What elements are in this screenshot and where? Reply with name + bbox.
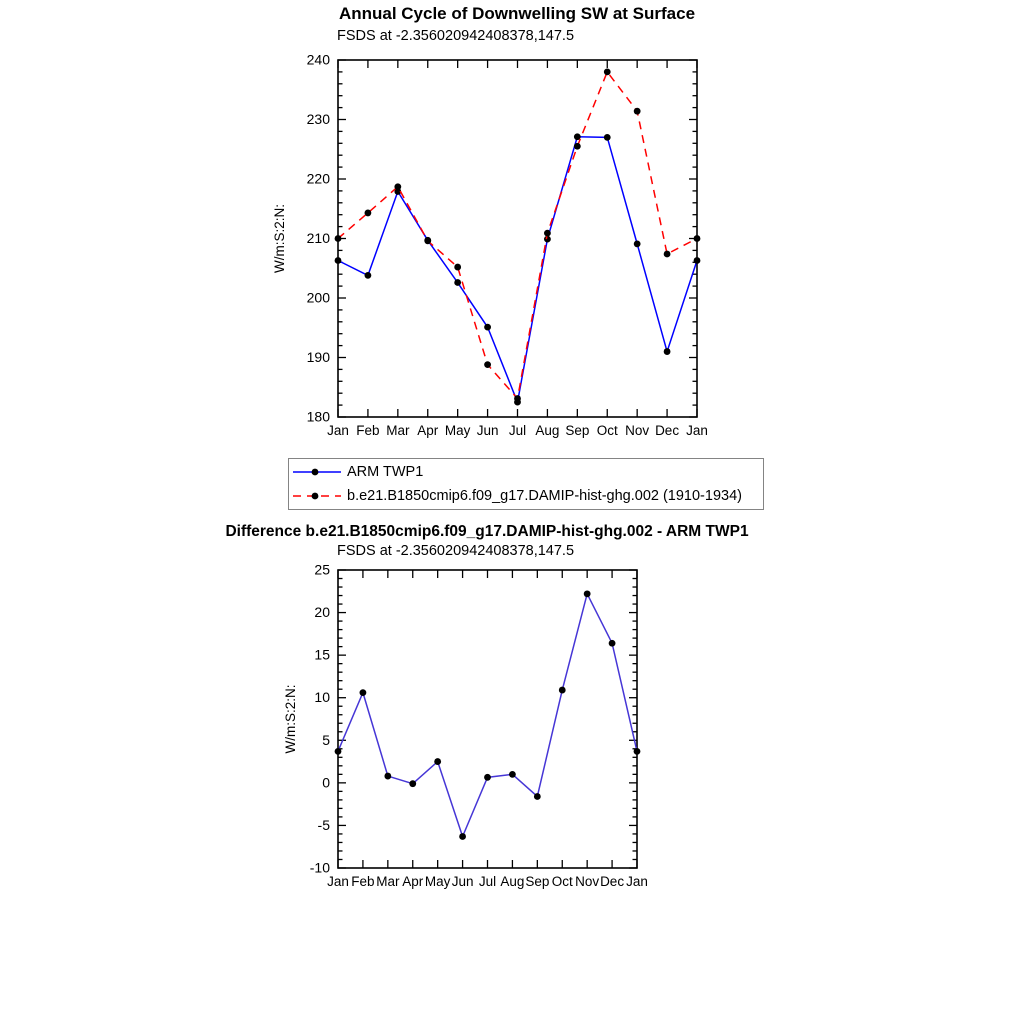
y-tick-label: 10: [314, 689, 330, 706]
legend-item-obs: [291, 460, 763, 484]
series-arm-twp1-line: [338, 137, 697, 402]
series-b-e21-b1850cmip6-f09-g17-damip-hist-ghg--markers: [335, 69, 701, 402]
y-tick-label: 180: [306, 408, 330, 425]
x-tick-label: Aug: [500, 874, 525, 889]
y-tick-label: 240: [306, 51, 330, 68]
y-tick-label: 210: [306, 230, 330, 246]
difference-chart-title: Difference b.e21.B1850cmip6.f09_g17.DAMIP-hist-ghg.002 - ARM TWP1: [225, 523, 749, 540]
series-difference-model-obs-line: [338, 594, 637, 837]
x-tick-label: Apr: [402, 874, 424, 889]
x-tick-label: Jul: [478, 874, 497, 889]
series-b-e21-b1850cmip6-f09-g17-damip-hist-ghg--line: [338, 72, 697, 399]
y-tick-label: 190: [306, 349, 330, 365]
annual-cycle-plot: [270, 40, 730, 460]
x-tick-label: Nov: [575, 874, 600, 889]
x-tick-label: Jul: [508, 423, 527, 438]
x-tick-label: Jan: [626, 874, 648, 889]
legend: [288, 458, 764, 510]
x-tick-label: Feb: [351, 874, 375, 889]
legend-label-model: b.e21.B1850cmip6.f09_g17.DAMIP-hist-ghg.002 (1910-1934): [347, 488, 742, 504]
axes: [338, 60, 697, 417]
y-tick-label: 230: [306, 111, 330, 127]
legend-item-model: [291, 484, 763, 508]
x-tick-label: Mar: [376, 874, 400, 889]
x-tick-label: Jun: [476, 423, 499, 438]
model-line-sample-icon: [291, 490, 347, 502]
y-tick-label: 220: [306, 170, 330, 187]
x-tick-label: Dec: [655, 423, 680, 438]
axes: [338, 570, 637, 868]
x-tick-label: Nov: [625, 423, 650, 438]
x-tick-label: Jan: [327, 423, 349, 438]
difference-plot: [270, 555, 670, 900]
x-tick-label: Jun: [451, 874, 474, 889]
y-axis-label: W/m:S:2:N:: [283, 684, 298, 754]
x-tick-label: Aug: [535, 423, 560, 438]
plot-box: [338, 570, 637, 868]
y-tick-label: -10: [309, 859, 330, 876]
y-tick-label: -5: [317, 816, 330, 833]
series-arm-twp1-markers: [335, 133, 701, 405]
x-tick-label: Mar: [386, 423, 410, 438]
y-tick-label: 200: [306, 289, 330, 306]
x-tick-label: Jan: [327, 874, 349, 889]
plot-box: [338, 60, 697, 417]
x-tick-label: Oct: [596, 423, 618, 438]
annual-cycle-chart-title: Annual Cycle of Downwelling SW at Surface: [338, 4, 696, 23]
y-axis-label: W/m:S:2:N:: [272, 203, 287, 274]
legend-label-obs: ARM TWP1: [347, 464, 424, 480]
x-tick-label: May: [444, 423, 471, 438]
x-tick-label: Apr: [417, 423, 439, 438]
x-tick-label: May: [424, 874, 451, 889]
obs-line-sample-icon: [291, 466, 347, 478]
y-tick-label: 0: [322, 774, 330, 791]
y-tick-label: 25: [314, 561, 330, 578]
x-tick-label: Dec: [600, 874, 625, 889]
y-tick-label: 15: [314, 646, 330, 663]
series-difference-model-obs-markers: [335, 590, 641, 839]
x-tick-label: Oct: [551, 874, 573, 889]
annual-cycle-chart-subtitle: FSDS at -2.356020942408378,147.5: [337, 28, 575, 44]
x-tick-label: Feb: [356, 423, 380, 438]
x-tick-label: Sep: [565, 423, 590, 438]
y-tick-label: 20: [314, 604, 330, 621]
difference-chart-subtitle: FSDS at -2.356020942408378,147.5: [337, 543, 575, 559]
y-tick-label: 5: [322, 731, 330, 748]
x-tick-label: Sep: [525, 874, 550, 889]
x-tick-label: Jan: [686, 423, 708, 438]
